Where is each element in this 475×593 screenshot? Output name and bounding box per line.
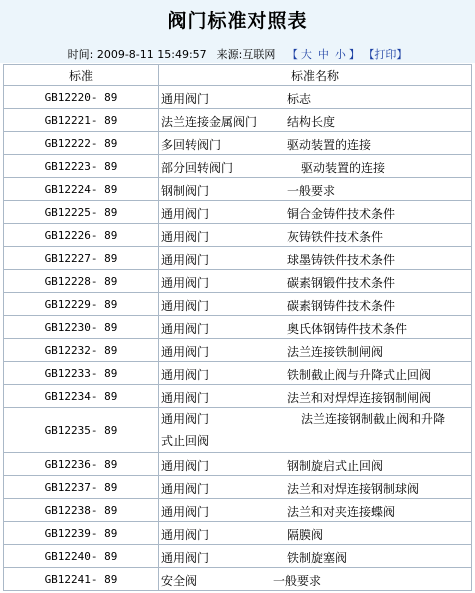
table-row [4,224,472,247]
print-open-bracket: 【 [363,48,375,61]
publish-time: 时间: 2009-8-11 15:49:57 [67,48,207,61]
standard-code: GB12221- 89 [4,109,159,132]
standard-name-cell [159,316,472,339]
standard-category: 通用阀门 [161,482,210,496]
standard-code: GB12230- 89 [4,316,159,339]
standard-code: GB12239- 89 [4,522,159,545]
standard-title: 灰铸铁件技术条件 [287,230,384,244]
table-row [4,293,472,316]
standard-name-cell [159,476,472,499]
standard-title: 法兰和对焊连接钢制球阀 [287,482,420,496]
standard-name-cell [159,109,472,132]
standard-title: 碳素钢锻件技术条件 [287,276,396,290]
table-row [4,568,472,591]
standard-category: 通用阀门 [161,551,210,565]
standard-name-cell [159,522,472,545]
standard-name-cell [159,453,472,476]
standard-title: 铁制旋塞阀 [287,551,348,565]
standard-code: GB12222- 89 [4,132,159,155]
table-row [4,178,472,201]
font-size-large-link[interactable]: 大 [300,48,312,61]
standard-code: GB12234- 89 [4,385,159,408]
print-close-bracket: 】 [396,48,408,61]
standard-code: GB12226- 89 [4,224,159,247]
standard-title: 球墨铸铁件技术条件 [287,253,396,267]
table-row [4,155,472,178]
standard-code: GB12241- 89 [4,568,159,591]
table-row [4,316,472,339]
standard-category: 安全阀 [161,574,198,588]
standard-code: GB12233- 89 [4,362,159,385]
standard-name-cell [159,293,472,316]
standard-category: 通用阀门 [161,299,210,313]
standard-category: 通用阀门 [161,412,210,426]
standard-category: 部分回转阀门 [161,161,234,175]
table-row [4,362,472,385]
standard-category: 法兰连接金属阀门 [161,115,258,129]
standard-name-cell [159,201,472,224]
standard-title-continued: 式止回阀 [161,434,210,448]
standard-title: 驱动装置的连接 [287,138,372,152]
table-row [4,522,472,545]
table-row [4,132,472,155]
standard-code: GB12237- 89 [4,476,159,499]
standard-category: 通用阀门 [161,276,210,290]
font-size-medium-link[interactable]: 中 [317,48,329,61]
standard-name-cell [159,247,472,270]
standard-category: 通用阀门 [161,368,210,382]
standard-code: GB12228- 89 [4,270,159,293]
standard-code: GB12235- 89 [4,408,159,453]
standard-name-cell [159,86,472,109]
standard-category: 钢制阀门 [161,184,210,198]
standard-category: 通用阀门 [161,253,210,267]
table-row [4,385,472,408]
article-meta [0,46,475,62]
standard-code: GB12229- 89 [4,293,159,316]
table-row [4,247,472,270]
font-size-small-link[interactable]: 小 [334,48,346,61]
standard-code: GB12223- 89 [4,155,159,178]
standard-code: GB12227- 89 [4,247,159,270]
standards-table [3,64,472,591]
standard-category: 通用阀门 [161,505,210,519]
font-size-close-bracket: 】 [348,48,360,61]
table-row [4,499,472,522]
source-link[interactable]: 互联网 [242,48,276,61]
standard-name-cell [159,385,472,408]
standard-name-cell [159,224,472,247]
standard-name-cell [159,568,472,591]
article-header [0,0,475,63]
standard-category: 通用阀门 [161,230,210,244]
standard-title: 铁制截止阀与升降式止回阀 [287,368,432,382]
table-header-row [4,65,472,86]
print-link[interactable]: 打印 [374,48,397,61]
standard-title: 法兰连接钢制截止阀和升降 [301,412,446,426]
standard-title: 一般要求 [287,184,336,198]
standard-title: 法兰和对焊焊连接钢制闸阀 [287,391,432,405]
standard-code: GB12240- 89 [4,545,159,568]
standard-code: GB12220- 89 [4,86,159,109]
standard-code: GB12238- 89 [4,499,159,522]
standard-category: 通用阀门 [161,207,210,221]
standard-title: 法兰连接铁制闸阀 [287,345,384,359]
standard-title: 碳素钢铸件技术条件 [287,299,396,313]
standard-title: 标志 [287,92,312,106]
standard-title: 驱动装置的连接 [301,161,386,175]
standard-title: 法兰和对夹连接蝶阀 [287,505,396,519]
table-row [4,408,472,453]
standard-category: 通用阀门 [161,322,210,336]
standard-category: 通用阀门 [161,391,210,405]
table-row [4,109,472,132]
standard-name-cell [159,178,472,201]
standard-title: 隔膜阀 [287,528,324,542]
standard-name-cell [159,362,472,385]
standard-title: 铜合金铸件技术条件 [287,207,396,221]
standard-category: 通用阀门 [161,92,210,106]
table-row [4,453,472,476]
column-header-standard: 标准 [4,65,159,86]
table-row [4,201,472,224]
standard-code: GB12225- 89 [4,201,159,224]
font-size-open-bracket: 【 [286,48,298,61]
table-row [4,545,472,568]
standard-code: GB12236- 89 [4,453,159,476]
page-title: 阀门标准对照表 [167,10,308,32]
standard-name-cell [159,545,472,568]
table-row [4,86,472,109]
standard-category: 通用阀门 [161,459,210,473]
standard-name-cell [159,270,472,293]
standard-name-cell [159,155,472,178]
standard-name-cell [159,499,472,522]
standard-name-cell [159,339,472,362]
standard-category: 通用阀门 [161,345,210,359]
standard-name-cell [159,408,472,453]
table-row [4,270,472,293]
standard-title: 钢制旋启式止回阀 [287,459,384,473]
standard-title: 结构长度 [287,115,336,129]
table-row [4,476,472,499]
table-row [4,339,472,362]
column-header-standard-name: 标准名称 [159,65,472,86]
standard-code: GB12232- 89 [4,339,159,362]
standard-code: GB12224- 89 [4,178,159,201]
source-label: 来源: [216,48,243,61]
standard-title: 一般要求 [273,574,322,588]
standard-category: 通用阀门 [161,528,210,542]
standard-title: 奥氏体钢铸件技术条件 [287,322,408,336]
standard-name-cell [159,132,472,155]
standard-category: 多回转阀门 [161,138,222,152]
